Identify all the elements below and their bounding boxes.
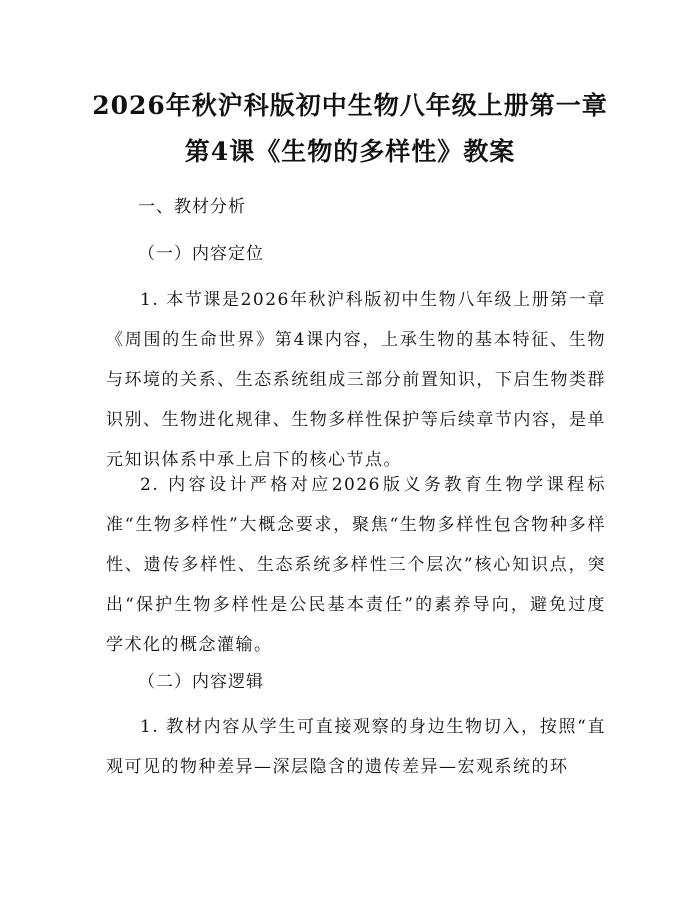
document-title-line-1: 2026年秋沪科版初中生物八年级上册第一章	[92, 91, 608, 120]
paragraph-2: 2. 内容设计严格对应2026版义务教育生物学课程标准“生物多样性”大概念要求，聚焦“生物多样性包含物种多样性、遗传多样性、生态系统多样性三个层次”核心知识点，突出“保护生物多样性是公民基本责任”的素养导向，避免过度学术化的概念灌输。	[106, 475, 606, 655]
paragraph-1: 1. 本节课是2026年秋沪科版初中生物八年级上册第一章《周围的生命世界》第4课内容，上承生物的基本特征、生物与环境的关系、生态系统组成三部分前置知识，下启生物类群识别、生物进化规律、生物多样性保护等后续章节内容，是单元知识体系中承上启下的核心节点。	[106, 290, 606, 470]
paragraph-3: 1. 教材内容从学生可直接观察的身边生物切入，按照“直观可见的物种差异—深层隐含的遗传差异—宏观系统的环	[106, 717, 606, 777]
document-title-line-2: 第4课《生物的多样性》教案	[184, 137, 516, 166]
subsection-heading-content-positioning: （一）内容定位	[138, 244, 264, 264]
subsection-heading-content-logic: （二）内容逻辑	[138, 672, 264, 692]
section-heading-textbook-analysis: 一、教材分析	[138, 197, 246, 217]
